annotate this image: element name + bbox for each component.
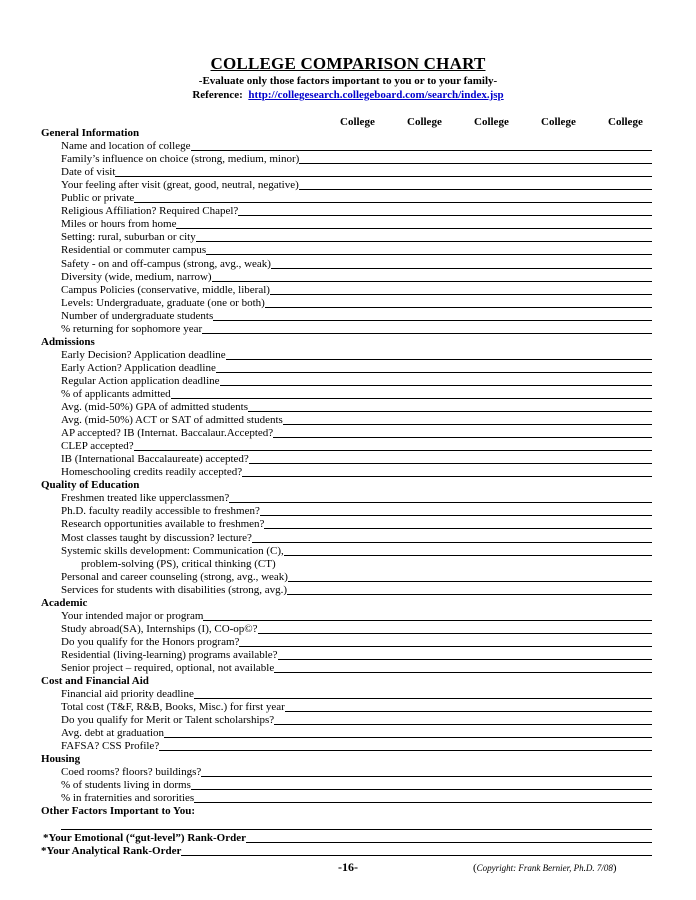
- answer-line[interactable]: [258, 632, 652, 634]
- answer-line[interactable]: [242, 475, 652, 477]
- form-row[interactable]: [0, 179, 696, 192]
- answer-line[interactable]: [164, 736, 652, 738]
- answer-line[interactable]: [252, 541, 652, 543]
- row-label: Ph.D. faculty readily accessible to freshmen?: [61, 505, 260, 518]
- row-label: Avg. debt at graduation: [61, 727, 165, 740]
- row-label: Diversity (wide, medium, narrow): [61, 270, 212, 283]
- answer-line[interactable]: [246, 841, 652, 843]
- answer-line[interactable]: [273, 436, 652, 438]
- row-label: AP accepted? IB (Internat. Baccalaur.Accepted?: [61, 427, 274, 440]
- answer-line[interactable]: [288, 580, 652, 582]
- form-row[interactable]: [0, 244, 696, 257]
- rank-row-emotional[interactable]: [0, 832, 696, 845]
- form-row[interactable]: [0, 205, 696, 218]
- row-label: Early Action? Application deadline: [61, 361, 216, 374]
- answer-line[interactable]: [260, 514, 652, 516]
- row-label: Residential or commuter campus: [61, 244, 207, 257]
- copyright-note: (Copyright: Frank Bernier, Ph.D. 7/08): [473, 862, 617, 874]
- column-header-3: College: [474, 116, 509, 128]
- row-label: Your feeling after visit (great, good, neutral, negative): [61, 179, 299, 192]
- row-label: Safety - on and off-campus (strong, avg., weak): [61, 257, 271, 270]
- form-row[interactable]: [0, 401, 696, 414]
- row-label: Miles or hours from home: [61, 218, 177, 231]
- form-row[interactable]: [0, 218, 696, 231]
- answer-line[interactable]: [159, 749, 652, 751]
- answer-line[interactable]: [284, 554, 652, 556]
- section-heading-admissions: Admissions: [41, 335, 95, 348]
- row-label: Early Decision? Application deadline: [61, 348, 226, 361]
- form-row[interactable]: [0, 584, 696, 597]
- row-label: Do you qualify for Merit or Talent scholarships?: [61, 714, 275, 727]
- rank-label-analytical: *Your Analytical Rank-Order: [41, 844, 182, 857]
- row-label: Homeschooling credits readily accepted?: [61, 466, 243, 479]
- answer-line[interactable]: [194, 697, 652, 699]
- section-heading-general: General Information: [41, 127, 140, 140]
- form-row[interactable]: [0, 466, 696, 479]
- answer-line[interactable]: [191, 788, 652, 790]
- answer-line[interactable]: [201, 775, 652, 777]
- form-row-continuation: [0, 558, 696, 571]
- row-label: problem-solving (PS), critical thinking (CT): [81, 557, 276, 570]
- answer-line[interactable]: [285, 710, 652, 712]
- page-title: COLLEGE COMPARISON CHART: [210, 54, 486, 73]
- row-label: Research opportunities available to freshmen?: [61, 518, 265, 531]
- row-label: Religious Affiliation? Required Chapel?: [61, 205, 239, 218]
- row-label: FAFSA? CSS Profile?: [61, 740, 160, 753]
- row-label: % of applicants admitted: [61, 387, 171, 400]
- row-label: % of students living in dorms: [61, 779, 191, 792]
- row-label: Your intended major or program: [61, 609, 204, 622]
- row-label: Do you qualify for the Honors program?: [61, 635, 240, 648]
- form-row[interactable]: [0, 427, 696, 440]
- row-label: CLEP accepted?: [61, 440, 134, 453]
- form-row[interactable]: [0, 140, 696, 153]
- form-row[interactable]: [0, 362, 696, 375]
- answer-line[interactable]: [213, 319, 652, 321]
- form-row[interactable]: [0, 349, 696, 362]
- page-subtitle: -Evaluate only those factors important to you or to your family-: [198, 75, 498, 87]
- row-label: Regular Action application deadline: [61, 374, 220, 387]
- answer-line[interactable]: [229, 501, 652, 503]
- row-label: Family’s influence on choice (strong, medium, minor): [61, 153, 300, 166]
- answer-line[interactable]: [203, 619, 652, 621]
- row-label: IB (International Baccalaureate) accepted?: [61, 453, 249, 466]
- answer-line[interactable]: [274, 723, 652, 725]
- answer-line[interactable]: [212, 280, 652, 282]
- comparison-form: [0, 127, 696, 858]
- form-row[interactable]: [0, 284, 696, 297]
- answer-line[interactable]: [248, 410, 652, 412]
- answer-line[interactable]: [216, 371, 652, 373]
- row-label: Senior project – required, optional, not available: [61, 661, 275, 674]
- answer-line[interactable]: [194, 801, 652, 803]
- row-label: Total cost (T&F, R&B, Books, Misc.) for first year: [61, 701, 285, 714]
- column-header-1: College: [340, 116, 375, 128]
- form-row[interactable]: [0, 792, 696, 805]
- row-label: Personal and career counseling (strong, avg., weak): [61, 570, 288, 583]
- row-label: Campus Policies (conservative, middle, liberal): [61, 283, 270, 296]
- answer-line[interactable]: [220, 384, 652, 386]
- form-row[interactable]: [0, 192, 696, 205]
- answer-line[interactable]: [226, 358, 652, 360]
- row-label: Levels: Undergraduate, graduate (one or both): [61, 296, 265, 309]
- answer-line[interactable]: [264, 527, 652, 529]
- blank-answer-row[interactable]: [0, 818, 696, 831]
- form-row[interactable]: [0, 323, 696, 336]
- form-row[interactable]: [0, 518, 696, 531]
- row-label: Study abroad(SA), Internships (I), CO-op©?: [61, 622, 258, 635]
- copyright-text: Copyright: Frank Bernier, Ph.D. 7/08: [476, 863, 613, 873]
- form-row[interactable]: [0, 688, 696, 701]
- form-row[interactable]: [0, 740, 696, 753]
- form-row[interactable]: [0, 453, 696, 466]
- answer-line[interactable]: [278, 658, 652, 660]
- form-row[interactable]: [0, 766, 696, 779]
- answer-line[interactable]: [299, 188, 652, 190]
- form-row[interactable]: [0, 727, 696, 740]
- section-heading-housing: Housing: [41, 753, 81, 766]
- row-label: Avg. (mid-50%) ACT or SAT of admitted students: [61, 414, 283, 427]
- form-row[interactable]: [0, 375, 696, 388]
- form-row[interactable]: [0, 388, 696, 401]
- form-row[interactable]: [0, 414, 696, 427]
- form-row[interactable]: [0, 153, 696, 166]
- form-row[interactable]: [0, 257, 696, 270]
- answer-line[interactable]: [191, 149, 652, 151]
- answer-line[interactable]: [299, 162, 652, 164]
- answer-line[interactable]: [176, 227, 652, 229]
- answer-line[interactable]: [134, 449, 652, 451]
- row-label: Services for students with disabilities (strong, avg.): [61, 583, 288, 596]
- row-label: Name and location of college: [61, 140, 191, 153]
- answer-line[interactable]: [115, 175, 652, 177]
- row-label: % in fraternities and sororities: [61, 792, 195, 805]
- section-heading-quality: Quality of Education: [41, 479, 140, 492]
- answer-line[interactable]: [202, 332, 652, 334]
- answer-line[interactable]: [181, 854, 652, 856]
- answer-line[interactable]: [196, 240, 652, 242]
- row-label: Systemic skills development: Communication (C),: [61, 544, 284, 557]
- form-row[interactable]: [0, 701, 696, 714]
- row-label: % returning for sophomore year: [61, 322, 203, 335]
- form-row[interactable]: [0, 662, 696, 675]
- section-heading-academic: Academic: [41, 596, 88, 609]
- form-row[interactable]: [0, 636, 696, 649]
- reference-label: Reference:: [192, 89, 243, 101]
- form-row[interactable]: [0, 571, 696, 584]
- row-label: Freshmen treated like upperclassmen?: [61, 492, 230, 505]
- reference-link[interactable]: http://collegesearch.collegeboard.com/search/index.jsp: [248, 89, 504, 101]
- form-row[interactable]: [0, 166, 696, 179]
- answer-line[interactable]: [271, 267, 652, 269]
- form-row[interactable]: [0, 649, 696, 662]
- answer-line[interactable]: [287, 593, 652, 595]
- row-label: Setting: rural, suburban or city: [61, 231, 196, 244]
- section-heading-other: Other Factors Important to You:: [41, 805, 195, 818]
- column-header-5: College: [608, 116, 643, 128]
- row-label: Number of undergraduate students: [61, 309, 214, 322]
- section-heading-cost: Cost and Financial Aid: [41, 675, 149, 688]
- row-label: Public or private: [61, 192, 135, 205]
- answer-line[interactable]: [274, 671, 652, 673]
- form-row[interactable]: [0, 310, 696, 323]
- answer-line[interactable]: [270, 293, 652, 295]
- form-row[interactable]: [0, 271, 696, 284]
- row-label: Date of visit: [61, 166, 116, 179]
- form-row[interactable]: [0, 231, 696, 244]
- form-row[interactable]: [0, 545, 696, 558]
- page-number: -16-: [338, 860, 358, 874]
- form-row[interactable]: [0, 297, 696, 310]
- form-row[interactable]: [0, 714, 696, 727]
- column-header-4: College: [541, 116, 576, 128]
- reference-line: [0, 89, 696, 101]
- form-row[interactable]: [0, 492, 696, 505]
- row-label: Coed rooms? floors? buildings?: [61, 766, 202, 779]
- answer-line[interactable]: [265, 306, 652, 308]
- answer-line[interactable]: [206, 253, 652, 255]
- row-label: Financial aid priority deadline: [61, 688, 194, 701]
- form-row[interactable]: [0, 440, 696, 453]
- form-row[interactable]: [0, 505, 696, 518]
- rank-row-analytical[interactable]: [0, 845, 696, 858]
- answer-line[interactable]: [171, 397, 652, 399]
- answer-line[interactable]: [134, 201, 652, 203]
- answer-line[interactable]: [61, 828, 652, 830]
- row-label: Residential (living-learning) programs available?: [61, 648, 278, 661]
- column-header-2: College: [407, 116, 442, 128]
- answer-line[interactable]: [283, 423, 652, 425]
- rank-label-emotional: *Your Emotional (“gut-level”) Rank-Order: [43, 831, 246, 844]
- answer-line[interactable]: [249, 462, 652, 464]
- form-row[interactable]: [0, 623, 696, 636]
- form-row[interactable]: [0, 531, 696, 544]
- row-label: Avg. (mid-50%) GPA of admitted students: [61, 401, 248, 414]
- form-row[interactable]: [0, 610, 696, 623]
- answer-line[interactable]: [239, 645, 652, 647]
- row-label: Most classes taught by discussion? lecture?: [61, 531, 252, 544]
- form-row[interactable]: [0, 779, 696, 792]
- answer-line[interactable]: [238, 214, 652, 216]
